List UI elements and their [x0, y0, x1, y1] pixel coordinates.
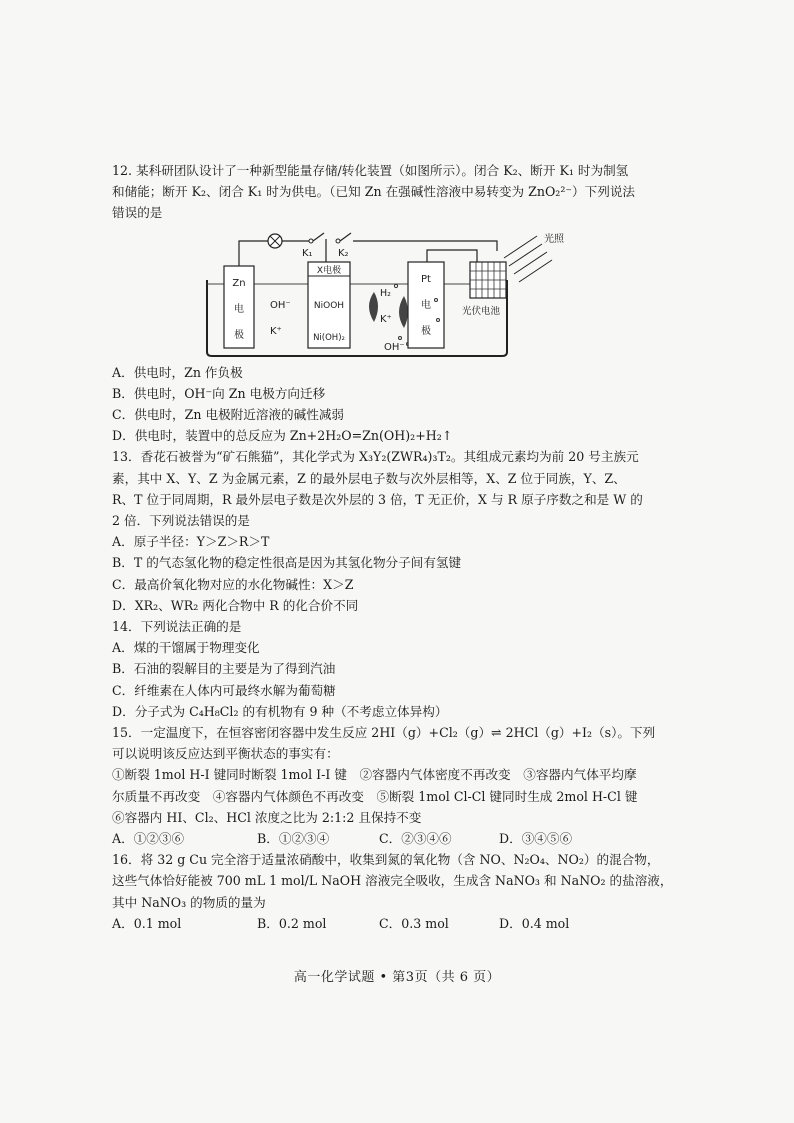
question-14 [112, 616, 692, 722]
diagram-label: NiOOH [313, 300, 345, 311]
k1-label: K₁ [302, 247, 313, 259]
question-15-line-2: 可以说明该反应达到平衡状态的事实有： [112, 746, 339, 762]
question-15-option-b: B．①②③④ [257, 831, 330, 847]
question-12 [112, 160, 692, 446]
diagram-label: 电 [421, 299, 431, 311]
question-12-option-c: C．供电时，Zn 电极附近溶液的碱性减弱 [112, 407, 345, 423]
question-12-option-b: B．供电时，OH⁻向 Zn 电极方向迁移 [112, 385, 326, 401]
question-16 [112, 849, 692, 934]
question-14-option-b: B．石油的裂解目的主要是为了得到汽油 [112, 661, 336, 677]
question-14-option-c: C．纤维素在人体内可最终水解为葡萄糖 [112, 682, 336, 698]
question-13-line-3: R、T 位于同周期，R 最外层电子数是次外层的 3 倍，T 无正价，X 与 R 原子序数之和是 W 的 [112, 491, 643, 507]
diagram-label: Ni(OH)₂ [313, 332, 345, 343]
question-12-line-3: 错误的是 [112, 205, 163, 221]
question-13-option-c: C．最高价氧化物对应的水化物碱性：X＞Z [112, 576, 354, 592]
question-13-option-a: A．原子半径：Y＞Z＞R＞T [112, 534, 270, 550]
question-13-option-d: D．XR₂、WR₂ 两化合物中 R 的化合价不同 [112, 597, 359, 613]
question-15-options [112, 828, 692, 849]
question-16-line-3: 其中 NaNO₃ 的物质的量为 [112, 894, 266, 910]
switch-k1-icon [313, 233, 324, 241]
question-15-option-d: D．③④⑤⑥ [499, 831, 573, 847]
question-15-line-3: ①断裂 1mol H-I 键同时断裂 1mol I-I 键 ②容器内气体密度不再改变 ③容器内气体平均摩 [112, 767, 637, 783]
question-14-line-1: 14．下列说法正确的是 [112, 619, 242, 635]
question-14-option-a: A．煤的干馏属于物理变化 [112, 640, 260, 656]
question-15-line-1: 15．一定温度下，在恒容密闭容器中发生反应 2HI（g）+Cl₂（g）⇌ 2HCl（g）+I₂（s）。下列 [112, 725, 656, 741]
ion-h2: H₂ [380, 287, 391, 299]
wire-pt [427, 250, 477, 262]
question-16-option-a: A．0.1 mol [112, 915, 182, 931]
question-16-line-2: 这些气体恰好能被 700 mL 1 mol/L NaOH 溶液完全吸收，生成含 NaNO₃ 和 NaNO₂ 的盐溶液， [112, 873, 673, 889]
exam-content [112, 160, 692, 934]
question-12-line-1: 12. 某科研团队设计了一种新型能量存储/转化装置（如图所示）。闭合 K₂、断开 K₁ 时为制氢 [112, 163, 629, 178]
diagram-label: Pt [421, 273, 431, 285]
question-13-line-4: 2 倍．下列说法错误的是 [112, 513, 250, 529]
bubble-icon [394, 284, 397, 287]
ion-k-left: K⁺ [270, 325, 282, 337]
question-16-option-c: C．0.3 mol [379, 915, 449, 931]
ion-k-right: K⁺ [380, 313, 392, 325]
question-15-line-4: 尔质量不再改变 ④容器内气体颜色不再改变 ⑤断裂 1mol Cl-Cl 键同时生成 2mol H-Cl 键 [112, 788, 638, 804]
membrane-right-icon [399, 296, 408, 328]
question-13-line-1: 13．香花石被誉为“矿石熊猫”，其化学式为 X₃Y₂(ZWR₄)₃T₂。其组成元素均为前 20 号主族元 [112, 449, 639, 465]
ion-oh-bottom: OH⁻ [384, 341, 405, 353]
question-14-option-d: D．分子式为 C₄H₈Cl₂ 的有机物有 9 种（不考虑立体异构） [112, 703, 448, 719]
question-15-line-5: ⑥容器内 HI、Cl₂、HCl 浓度之比为 2:1:2 且保持不变 [112, 809, 422, 825]
electrolysis-device-diagram [112, 226, 692, 362]
question-16-option-d: D．0.4 mol [499, 915, 570, 931]
page-footer: 高一化学试题 • 第3页（共 6 页） [293, 970, 501, 985]
diagram-label: 电 [234, 303, 244, 315]
question-16-line-1: 16．将 32 g Cu 完全溶于适量浓硝酸中，收集到氮的氧化物（含 NO、N₂O₄、NO₂）的混合物， [112, 852, 660, 868]
k2-label: K₂ [338, 247, 349, 259]
question-15 [112, 722, 692, 849]
question-15-option-c: C．②③④⑥ [379, 831, 452, 847]
question-13 [112, 446, 692, 616]
diagram-label: 极 [234, 329, 244, 341]
membrane-left-icon [369, 292, 378, 322]
question-12-option-a: A．供电时，Zn 作负极 [112, 364, 243, 380]
ion-oh-left: OH⁻ [270, 299, 291, 311]
question-12-option-d: D．供电时，装置中的总反应为 Zn+2H₂O=Zn(OH)₂+H₂↑ [112, 428, 453, 444]
question-16-option-b: B．0.2 mol [257, 915, 327, 931]
pv-label: 光伏电池 [462, 305, 501, 317]
question-13-line-2: 素，其中 X、Y、Z 为金属元素，Z 的最外层电子数与次外层相等，X、Z 位于同族，Y、Z、 [112, 470, 626, 486]
question-15-option-a: A．①②③⑥ [112, 831, 185, 847]
light-label: 光照 [544, 233, 564, 245]
switch-k2-icon [340, 233, 351, 241]
question-13-option-b: B．T 的气态氢化物的稳定性很高是因为其氢化物分子间有氢键 [112, 555, 462, 571]
question-12-line-2: 和储能；断开 K₂、闭合 K₁ 时为供电。（已知 Zn 在强碱性溶液中易转变为 ZnO₂²⁻）下列说法 [112, 184, 636, 200]
diagram-label: X电极 [316, 265, 342, 276]
diagram-label: 极 [421, 325, 431, 337]
diagram-label: Zn [232, 277, 246, 289]
question-16-options [112, 913, 692, 934]
